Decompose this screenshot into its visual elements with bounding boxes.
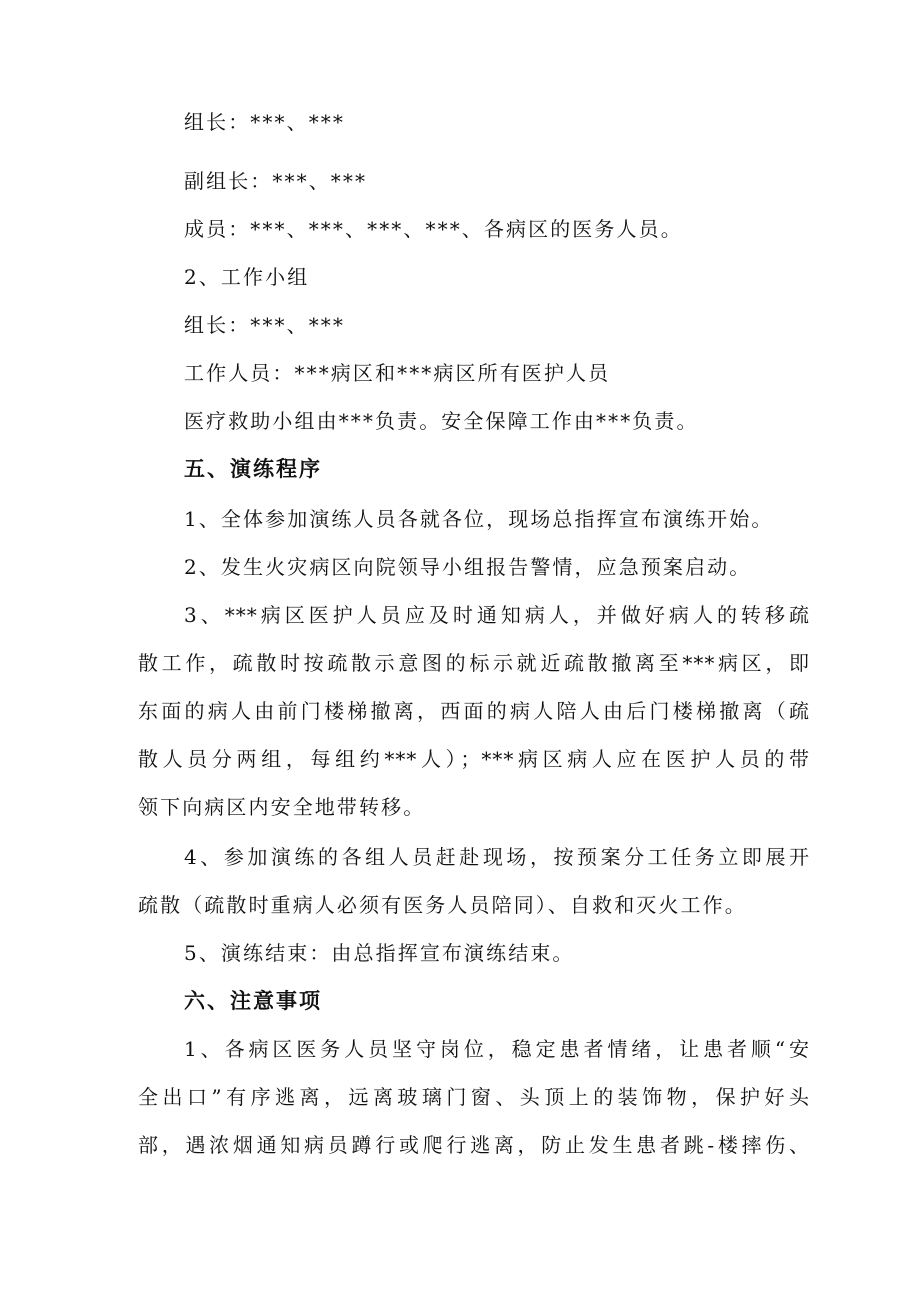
text-line: 散工作，疏散时按疏散示意图的标示就近疏散撤离至***病区，即: [138, 651, 810, 675]
text-line: 3、***病区医护人员应及时通知病人，并做好病人的转移疏: [184, 603, 810, 627]
text-line: 东面的病人由前门楼梯撤离，西面的病人陪人由后门楼梯撤离（疏: [138, 699, 810, 723]
text-line: 部，遇浓烟通知病员蹲行或爬行逃离，防止发生患者跳-楼摔伤、: [138, 1133, 810, 1157]
text-line: 领下向病区内安全地带转移。: [138, 795, 426, 819]
text-line: 医疗救助小组由***负责。安全保障工作由***负责。: [184, 409, 699, 433]
section-heading: 六、注意事项: [184, 989, 322, 1013]
text-line: 1、全体参加演练人员各就各位，现场总指挥宣布演练开始。: [184, 507, 774, 531]
text-line: 散人员分两组，每组约***人）；***病区病人应在医护人员的带: [138, 747, 810, 771]
text-line: 4、参加演练的各组人员赶赴现场，按预案分工任务立即展开: [184, 845, 810, 869]
text-line: 组长：***、***: [184, 110, 345, 134]
text-line: 2、工作小组: [184, 265, 310, 289]
text-line: 1、各病区医务人员坚守岗位，稳定患者情绪，让患者顺“安: [184, 1037, 810, 1061]
text-line: 组长：***、***: [184, 313, 345, 337]
section-heading: 五、演练程序: [184, 457, 322, 481]
text-line: 2、发生火灾病区向院领导小组报告警情，应急预案启动。: [184, 555, 752, 579]
text-line: 疏散（疏散时重病人必须有医务人员陪同）、自救和灭火工作。: [138, 893, 747, 917]
text-line: 工作人员：***病区和***病区所有医护人员: [184, 361, 611, 385]
text-line: 全出口”有序逃离，远离玻璃门窗、头顶上的装饰物，保护好头: [138, 1085, 810, 1109]
text-line: 副组长：***、***: [184, 169, 368, 193]
text-line: 5、演练结束：由总指挥宣布演练结束。: [184, 941, 575, 965]
text-line: 成员：***、***、***、***、各病区的医务人员。: [184, 217, 683, 241]
